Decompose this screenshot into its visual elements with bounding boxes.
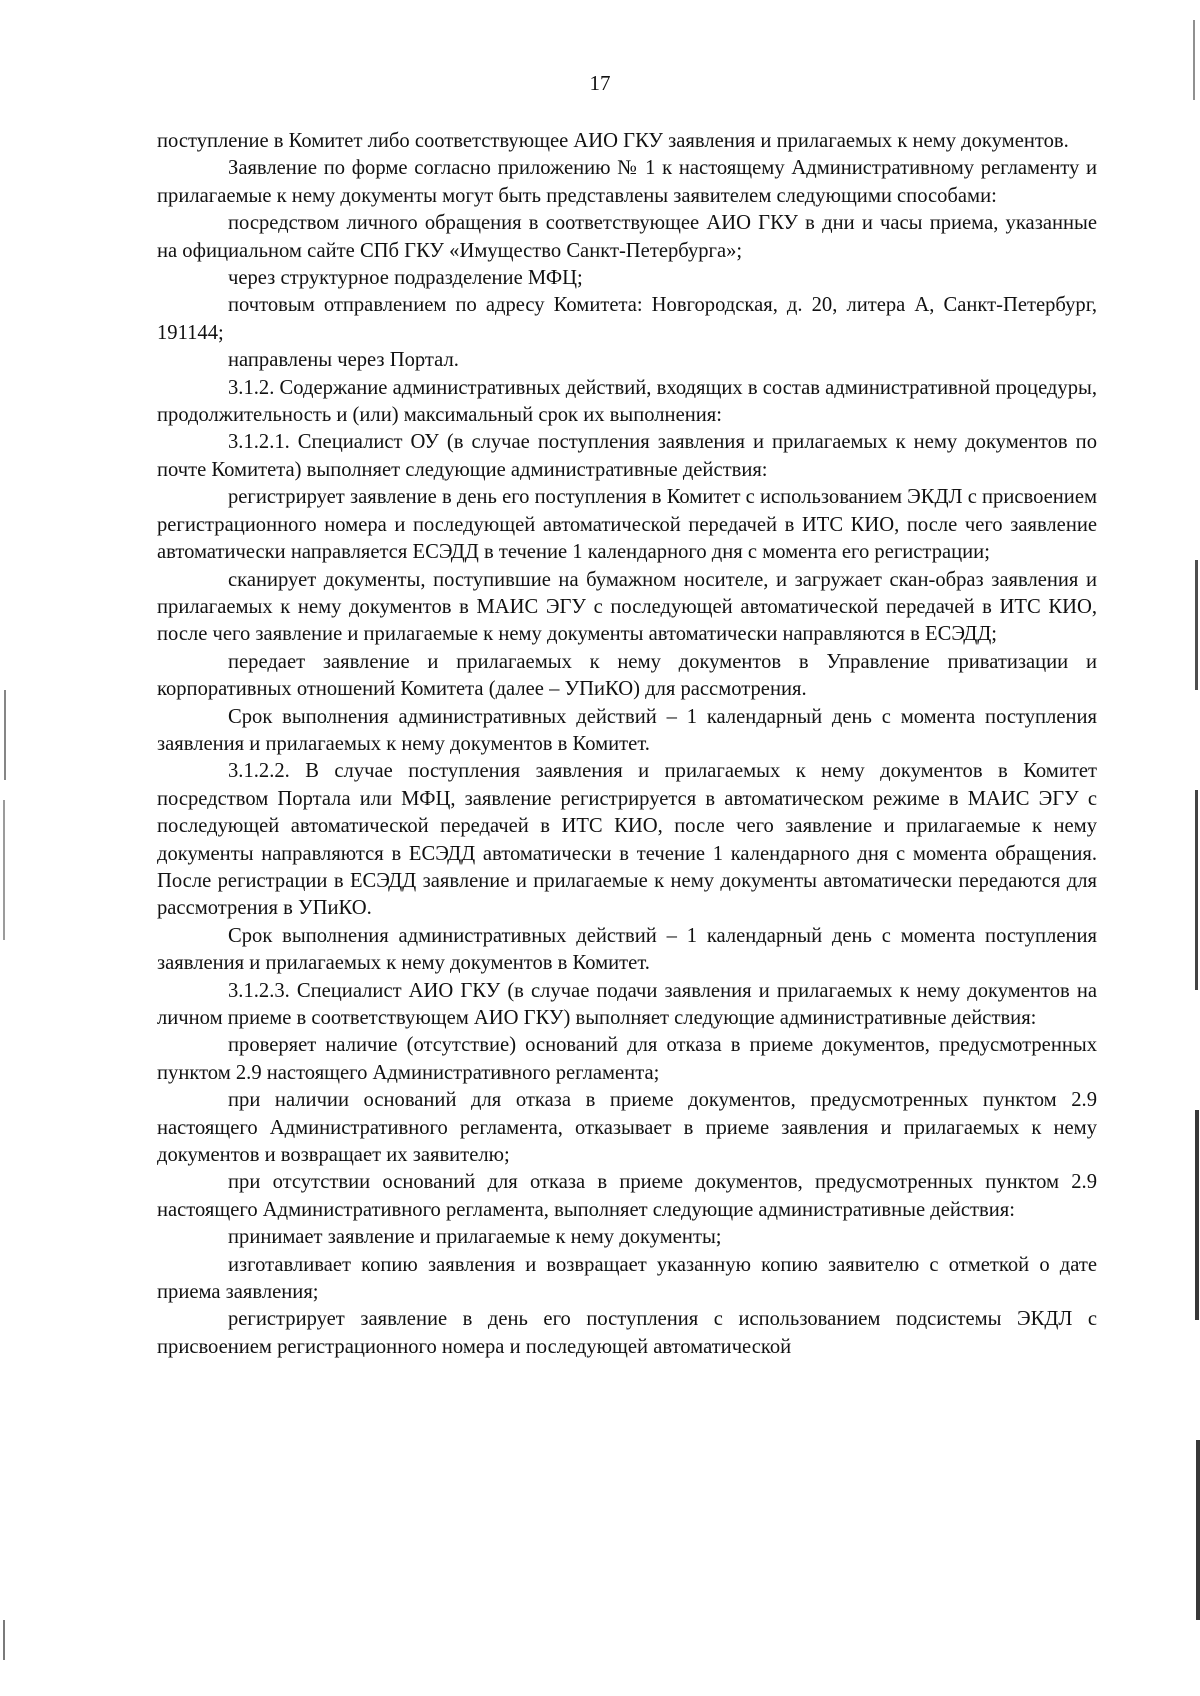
paragraph: 3.1.2.3. Специалист АИО ГКУ (в случае подачи заявления и прилагаемых к нему документов на личном приеме в соответствующем АИО ГКУ) выполняет следующие административные действия: xyxy=(157,979,1097,1029)
paragraph: передает заявление и прилагаемых к нему документов в Управление приватизации и корпоративных отношений Комитета (далее – УПиКО) для рассмотрения. xyxy=(157,650,1097,701)
paragraph: принимает заявление и прилагаемые к нему документы; xyxy=(228,1226,722,1249)
scan-edge-mark xyxy=(3,800,5,940)
scan-edge-mark xyxy=(1196,1440,1200,1620)
paragraph: при отсутствии оснований для отказа в приеме документов, предусмотренных пунктом 2.9 настоящего Административного регламента, выполняет следующие административные действия: xyxy=(157,1171,1097,1221)
paragraph: поступление в Комитет либо соответствующее АИО ГКУ заявления и прилагаемых к нему документов. xyxy=(157,130,1069,152)
paragraph: посредством личного обращения в соответствующее АИО ГКУ в дни и часы приема, указанные на официальном сайте СПб ГКУ «Имущество Санкт-Петербурга»; xyxy=(157,212,1097,262)
scan-edge-mark xyxy=(1193,20,1195,100)
paragraph: направлены через Портал. xyxy=(228,349,459,372)
section-heading: 3.1.2. Содержание административных действий, входящих в состав административной процедуры, продолжительность и (или) максимальный срок их выполнения: xyxy=(157,376,1097,427)
paragraph: 3.1.2.1. Специалист ОУ (в случае поступления заявления и прилагаемых к нему документов по почте Комитета) выполняет следующие административные действия: xyxy=(157,431,1097,481)
page-number: 17 xyxy=(589,71,611,95)
paragraph: при наличии оснований для отказа в приеме документов, предусмотренных пунктом 2.9 настоящего Административного регламента, отказывает в приеме заявления и прилагаемых к нему документов и возвращает их заявителю; xyxy=(157,1089,1097,1167)
paragraph: Заявление по форме согласно приложению № 1 к настоящему Административному регламенту и прилагаемые к нему документы могут быть представлены заявителем следующими способами: xyxy=(157,157,1097,207)
scan-edge-mark xyxy=(3,1620,5,1660)
paragraph: почтовым отправлением по адресу Комитета: Новгородская, д. 20, литера А, Санкт-Петербург, 191144; xyxy=(157,294,1097,344)
scan-edge-mark xyxy=(1195,790,1198,990)
scan-edge-mark xyxy=(4,690,6,780)
paragraph: проверяет наличие (отсутствие) оснований для отказа в приеме документов, предусмотренных пунктом 2.9 настоящего Административного регламента; xyxy=(157,1034,1097,1084)
paragraph: сканирует документы, поступившие на бумажном носителе, и загружает скан-образ заявления и прилагаемых к нему документов в МАИС ЭГУ с последующей автоматической передачей в ИТС КИО, после чего заявление и прилагаемые к нему документы автоматически направляются в ЕСЭДД; xyxy=(157,568,1097,646)
paragraph: Срок выполнения административных действий – 1 календарный день с момента поступления заявления и прилагаемых к нему документов в Комитет. xyxy=(157,924,1097,975)
document-body xyxy=(157,128,1097,1361)
scan-edge-mark xyxy=(1195,1110,1199,1320)
paragraph: изготавливает копию заявления и возвращает указанную копию заявителю с отметкой о дате приема заявления; xyxy=(157,1253,1097,1304)
paragraph: регистрирует заявление в день его поступления с использованием подсистемы ЭКДЛ с присвоением регистрационного номера и последующей автоматической xyxy=(157,1308,1097,1358)
paragraph: 3.1.2.2. В случае поступления заявления и прилагаемых к нему документов в Комитет посредством Портала или МФЦ, заявление регистрируется в автоматическом режиме в МАИС ЭГУ с последующей автоматической передачей в ИТС КИО, после чего заявление и прилагаемые к нему документы направляются в ЕСЭДД автоматически в течение 1 календарного дня с момента обращения. После регистрации в ЕСЭДД заявление и прилагаемые к нему документы автоматически передаются для рассмотрения в УПиКО. xyxy=(157,760,1097,920)
paragraph: через структурное подразделение МФЦ; xyxy=(228,267,583,290)
scan-edge-mark xyxy=(1195,560,1198,690)
paragraph: Срок выполнения административных действий – 1 календарный день с момента поступления заявления и прилагаемых к нему документов в Комитет. xyxy=(157,705,1097,755)
paragraph: регистрирует заявление в день его поступления в Комитет с использованием ЭКДЛ с присвоением регистрационного номера и последующей автоматической передачей в ИТС КИО, после чего заявление автоматически направляется ЕСЭДД в течение 1 календарного дня с момента его регистрации; xyxy=(157,486,1097,564)
